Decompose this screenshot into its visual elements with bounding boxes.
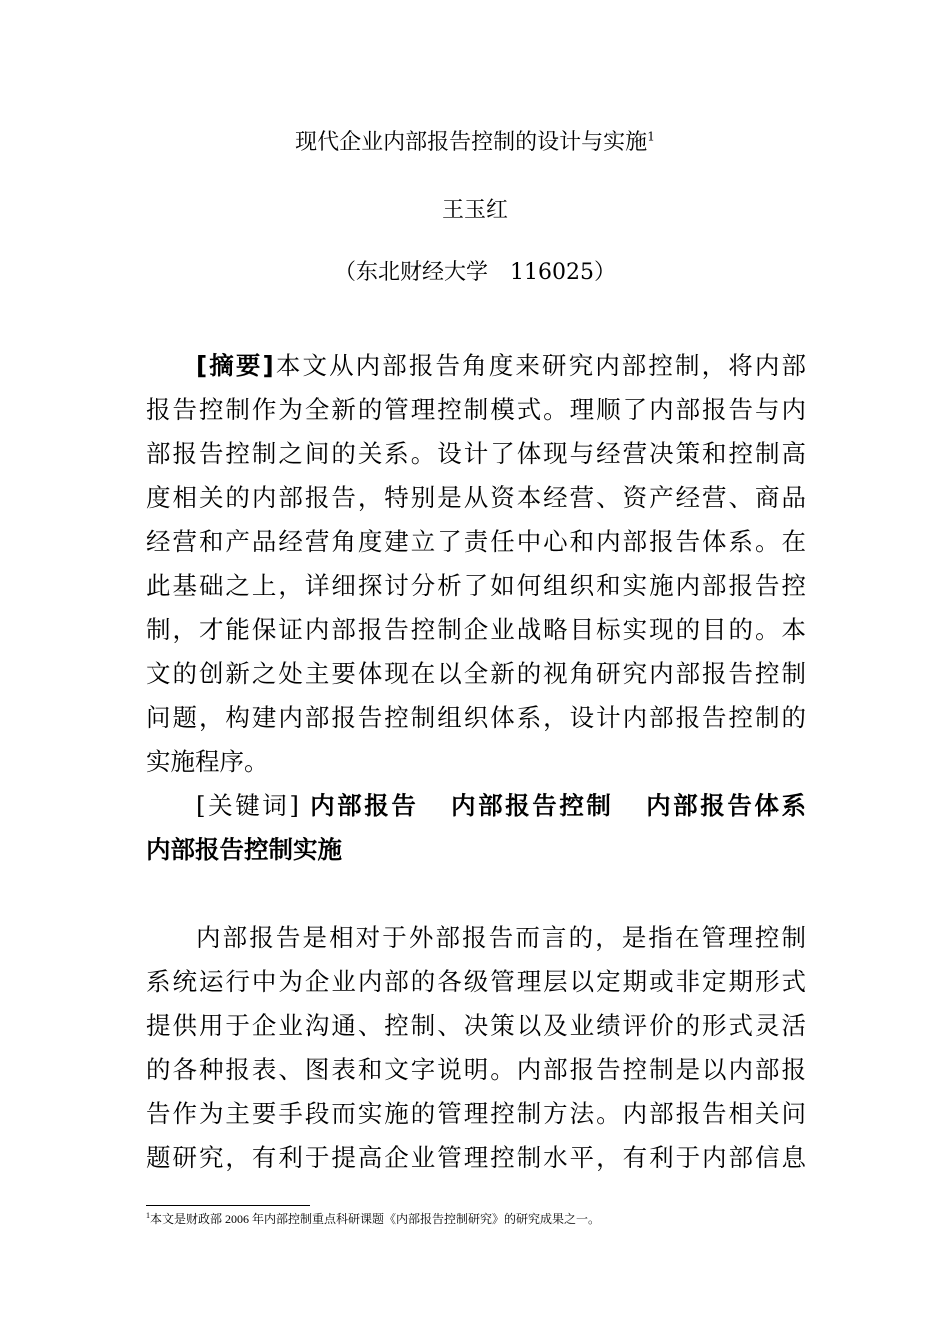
abstract-line: 制，才能保证内部报告控制企业战略目标实现的目的。本 — [146, 615, 806, 644]
keywords-line — [196, 784, 806, 828]
footnote-mark: 1 — [146, 1211, 150, 1220]
body-line: 内部报告是相对于外部报告而言的，是指在管理控制 — [196, 923, 806, 952]
author-affiliation: （东北财经大学 116025） — [334, 260, 616, 285]
keywords-line — [146, 828, 806, 872]
abstract-line: 问题，构建内部报告控制组织体系，设计内部报告控制的 — [146, 703, 806, 732]
footnote-separator — [146, 1205, 310, 1206]
paper-title — [0, 128, 950, 158]
keyword: 内部报告体系 — [643, 791, 807, 820]
body-line: 的各种报表、图表和文字说明。内部报告控制是以内部报 — [146, 1055, 806, 1084]
abstract-line — [196, 344, 806, 388]
footnote — [146, 1211, 600, 1227]
body-line: 告作为主要手段而实施的管理控制方法。内部报告相关问 — [146, 1099, 806, 1128]
paper-title-text: 现代企业内部报告控制的设计与实施 — [295, 130, 648, 155]
abstract-line: 部报告控制之间的关系。设计了体现与经营决策和控制高 — [146, 439, 806, 468]
keyword: 内部报告 — [310, 791, 419, 820]
abstract-label: [摘要] — [196, 351, 274, 380]
footnote-reference: 1 — [647, 129, 655, 144]
author-name: 王玉红 — [441, 198, 508, 223]
abstract-line: 经营和产品经营角度建立了责任中心和内部报告体系。在 — [146, 527, 806, 556]
keyword: 内部报告控制实施 — [146, 835, 342, 864]
abstract-line: 实施程序。 — [146, 747, 269, 776]
keyword: 内部报告控制 — [448, 791, 614, 820]
abstract-line: 度相关的内部报告，特别是从资本经营、资产经营、商品 — [146, 483, 806, 512]
abstract-line: 此基础之上，详细探讨分析了如何组织和实施内部报告控 — [146, 571, 806, 600]
keywords-label: [关键词] — [196, 791, 299, 820]
body-line: 系统运行中为企业内部的各级管理层以定期或非定期形式 — [146, 967, 806, 996]
abstract-line: 报告控制作为全新的管理控制模式。理顺了内部报告与内 — [146, 395, 806, 424]
body-line: 提供用于企业沟通、控制、决策以及业绩评价的形式灵活 — [146, 1011, 806, 1040]
body-line: 题研究，有利于提高企业管理控制水平，有利于内部信息 — [146, 1143, 806, 1172]
abstract-line: 文的创新之处主要体现在以全新的视角研究内部报告控制 — [146, 659, 806, 688]
abstract-text: 本文从内部报告角度来研究内部控制，将内部 — [273, 351, 806, 380]
footnote-text: 本文是财政部 2006 年内部控制重点科研课题《内部报告控制研究》的研究成果之一。 — [150, 1212, 601, 1226]
